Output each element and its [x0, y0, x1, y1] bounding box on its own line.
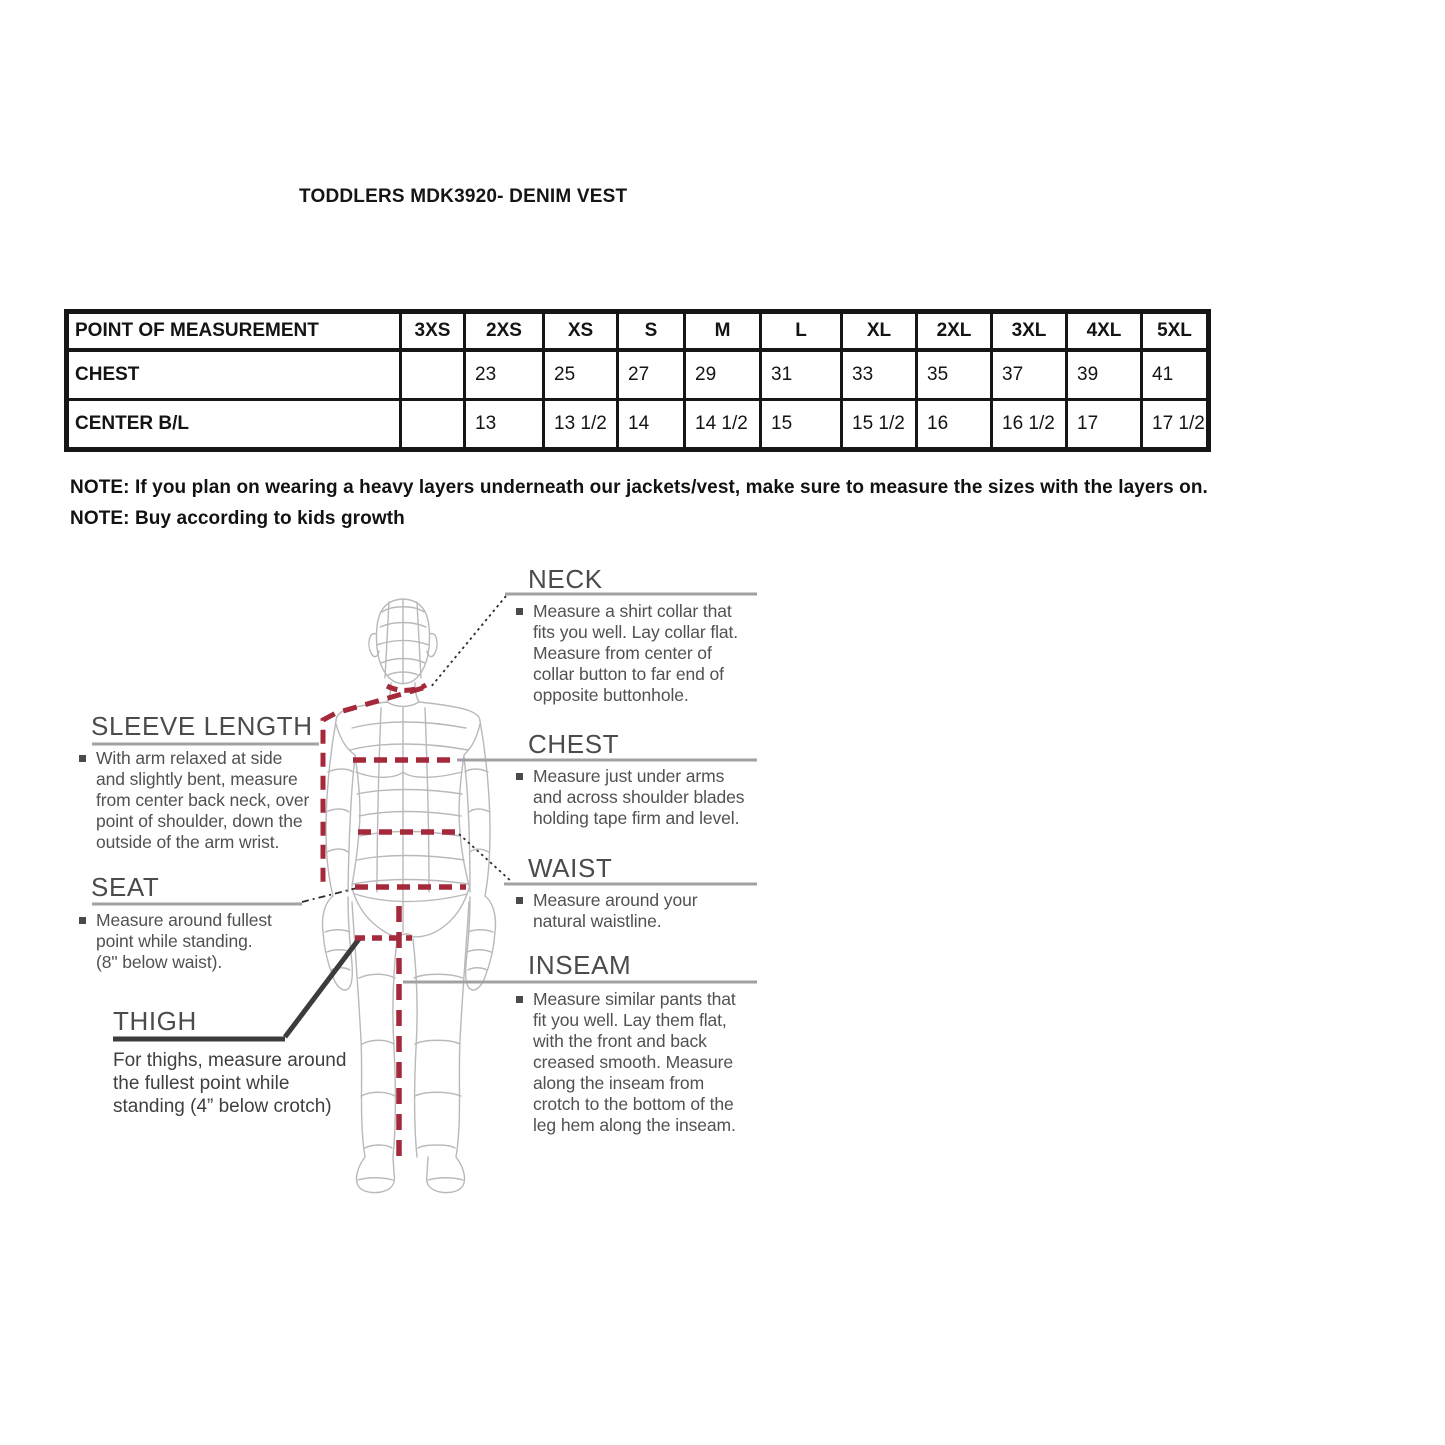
bullet-square-icon — [516, 608, 523, 615]
note-kids-growth: NOTE: Buy according to kids growth — [70, 508, 405, 529]
inseam-instructions: Measure similar pants that fit you well. Lay them flat, with the front and back creased smooth. Measure along the inseam from crotch to the bottom of the leg hem along the inseam. — [533, 989, 736, 1136]
size-value: 14 — [618, 400, 685, 450]
sleeve-length-heading: SLEEVE LENGTH — [91, 711, 313, 741]
chest-instructions: Measure just under arms and across shoulder blades holding tape firm and level. — [533, 766, 744, 829]
size-value: 39 — [1067, 350, 1142, 400]
column-header: 2XS — [465, 312, 544, 351]
column-header: XL — [842, 312, 917, 351]
size-value: 41 — [1142, 350, 1209, 400]
waist-instructions: Measure around your natural waistline. — [533, 890, 697, 932]
column-header: 5XL — [1142, 312, 1209, 351]
column-header: L — [761, 312, 842, 351]
chest-heading: CHEST — [528, 729, 620, 759]
size-value: 16 — [917, 400, 992, 450]
seat-heading: SEAT — [91, 872, 160, 902]
size-value: 17 — [1067, 400, 1142, 450]
column-header: XS — [544, 312, 618, 351]
size-value: 33 — [842, 350, 917, 400]
sleeve-length-instructions: With arm relaxed at side and slightly bent, measure from center back neck, over point of shoulder, down the outside of the arm wrist. — [96, 748, 309, 853]
size-value: 25 — [544, 350, 618, 400]
size-value: 27 — [618, 350, 685, 400]
column-header: 3XS — [401, 312, 465, 351]
row-label: CHEST — [67, 350, 401, 400]
page-title: TODDLERS MDK3920- DENIM VEST — [299, 186, 628, 207]
column-header: 4XL — [1067, 312, 1142, 351]
bullet-square-icon — [79, 917, 86, 924]
size-value: 37 — [992, 350, 1067, 400]
column-header: 3XL — [992, 312, 1067, 351]
size-value: 16 1/2 — [992, 400, 1067, 450]
size-value: 14 1/2 — [685, 400, 761, 450]
size-value: 35 — [917, 350, 992, 400]
row-label: CENTER B/L — [67, 400, 401, 450]
column-header: M — [685, 312, 761, 351]
size-value: 29 — [685, 350, 761, 400]
column-header: POINT OF MEASUREMENT — [67, 312, 401, 351]
size-value: 13 — [465, 400, 544, 450]
note-layers: NOTE: If you plan on wearing a heavy layers underneath our jackets/vest, make sure to measure the sizes with the layers on. — [70, 477, 1208, 498]
size-value: 31 — [761, 350, 842, 400]
neck-instructions: Measure a shirt collar that fits you well. Lay collar flat. Measure from center of collar button to far end of opposite buttonhole. — [533, 601, 738, 706]
seat-instructions: Measure around fullest point while standing. (8" below waist). — [96, 910, 272, 973]
bullet-square-icon — [79, 755, 86, 762]
thigh-heading: THIGH — [113, 1006, 197, 1036]
size-value: 13 1/2 — [544, 400, 618, 450]
column-header: S — [618, 312, 685, 351]
bullet-square-icon — [516, 996, 523, 1003]
size-value: 17 1/2 — [1142, 400, 1209, 450]
size-value: 23 — [465, 350, 544, 400]
waist-heading: WAIST — [528, 853, 613, 883]
size-value: 15 — [761, 400, 842, 450]
bullet-square-icon — [516, 773, 523, 780]
neck-heading: NECK — [528, 564, 603, 594]
bullet-square-icon — [516, 897, 523, 904]
inseam-heading: INSEAM — [528, 950, 632, 980]
column-header: 2XL — [917, 312, 992, 351]
thigh-leader-line — [285, 939, 359, 1037]
size-value: 15 1/2 — [842, 400, 917, 450]
thigh-instructions: For thighs, measure around the fullest point while standing (4” below crotch) — [113, 1050, 347, 1117]
neck-leader-line — [430, 596, 506, 688]
